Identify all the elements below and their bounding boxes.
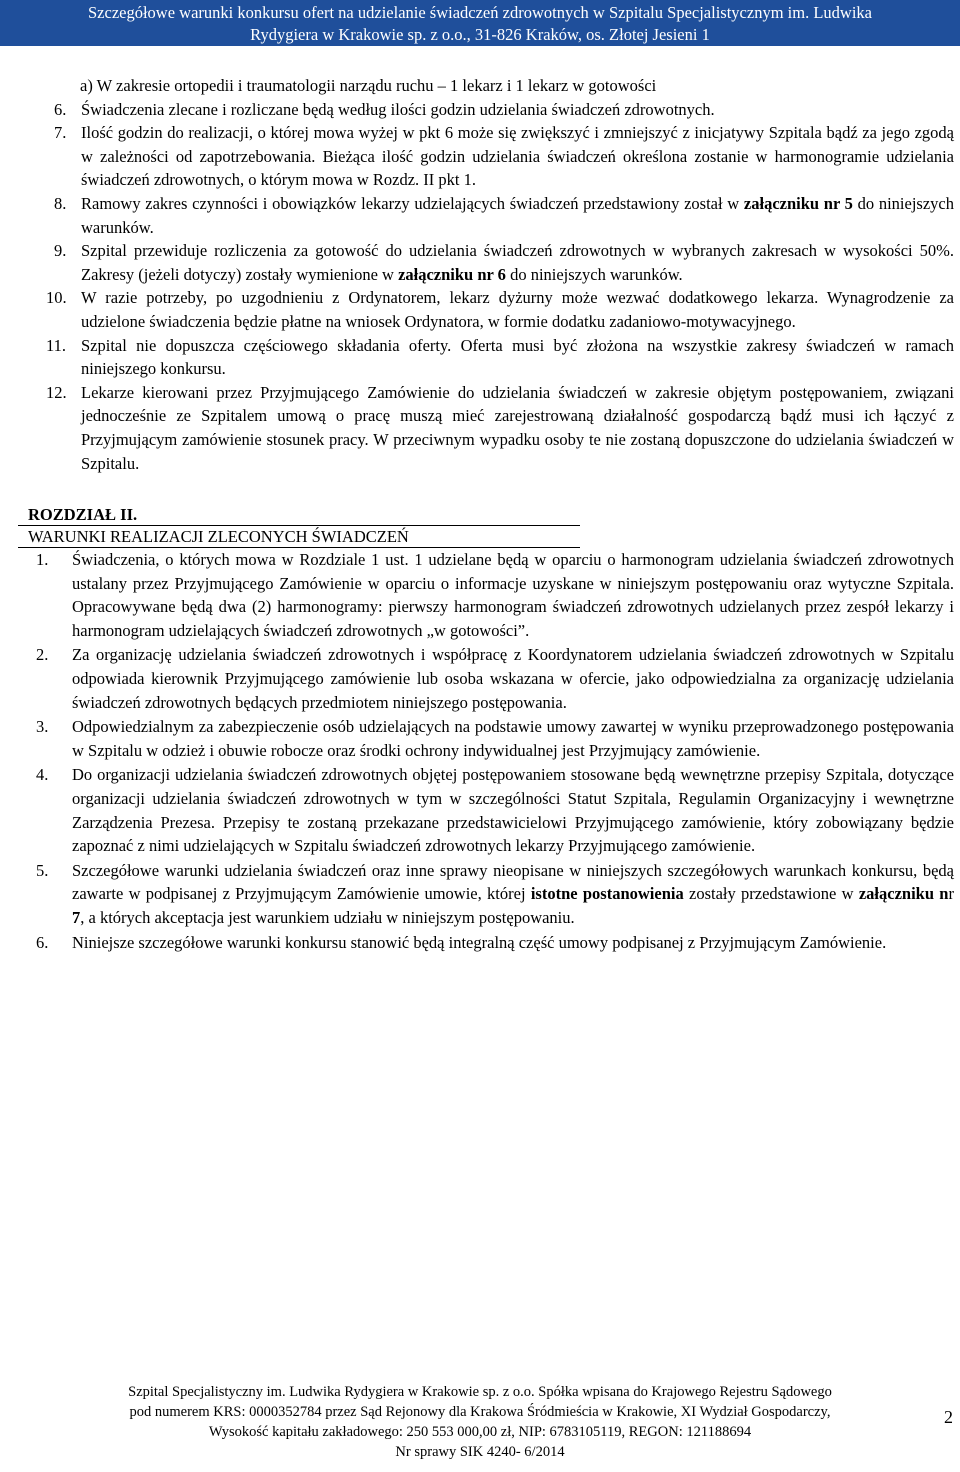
item-number: 10. bbox=[46, 288, 67, 308]
item-text: Świadczenia zlecane i rozliczane będą według ilości godzin udzielania świadczeń zdrowotnych. bbox=[81, 99, 715, 119]
list-item bbox=[28, 859, 954, 930]
item-text-part: Szczegółowe warunki udzielania świadczeń oraz inne sprawy nieopisane w niniejszych szczegółowych warunkach konkursu, będą zawarte w podpisanej z Przyjmującym Zamówienie umowie, której bbox=[72, 860, 954, 904]
list-item bbox=[28, 763, 954, 857]
list-item bbox=[28, 643, 954, 714]
header-line-2: Rydygiera w Krakowie sp. z o.o., 31-826 Kraków, os. Złotej Jesieni 1 bbox=[250, 25, 710, 44]
footer-line-4: Nr sprawy SIK 4240- 6/2014 bbox=[395, 1444, 565, 1460]
item-text: Ilość godzin do realizacji, o której mowa wyżej w pkt 6 może się zwiększyć i zmniejszyć z inicjatywy Szpitala bądź za jego zgodą w zależności od zapotrzebowania. Bieżąca ilość godzin udzielania świadczeń określona zostanie w harmonogramie udzielania świadczeń zdrowotnych, o którym mowa w Rozdz. II pkt 1. bbox=[81, 123, 954, 190]
item-text bbox=[81, 239, 954, 286]
chapter-title: WARUNKI REALIZACJI ZLECONYCH ŚWIADCZEŃ bbox=[18, 525, 580, 548]
page-footer bbox=[0, 1382, 960, 1462]
item-text: Lekarze kierowani przez Przyjmującego Zamówienie do udzielania świadczeń w zakresie objętym postępowaniem, związani jednocześnie ze Szpitalem umową o pracę muszą mieć zarejestrowaną działalność gospodarczą bądź musi ich łączyć z Przyjmującym zamówienie stosunek pracy. W przeciwnym wypadku osoby te nie zostaną dopuszczone do udzielania świadczeń w Szpitalu. bbox=[81, 382, 954, 473]
attachment-reference: załączniku nr 5 bbox=[743, 193, 853, 213]
item-text-part: r bbox=[948, 884, 954, 904]
document-body bbox=[28, 74, 954, 954]
item-number: 4. bbox=[36, 765, 49, 785]
item-text: Do organizacji udzielania świadczeń zdrowotnych objętej postępowaniem stosowane będą wewnętrzne przepisy Szpitala, dotyczące organizacji udzielania świadczeń zdrowotnych w tym w szczególności Statut Szpitala, Regulamin Organizacyjny i wewnętrzne Zarządzenia Prezesa. Przepisy te zostaną przekazane przedstawicielowi Przyjmującego zamówienie, który zobowiązany będzie zapoznać z nimi udzielających w Szpitalu świadczeń zdrowotnych lekarzy Przyjmującego zamówienie. bbox=[72, 765, 954, 856]
item-text: Niniejsze szczegółowe warunki konkursu stanowić będą integralną część umowy podpisanej z Przyjmującym Zamówienie. bbox=[72, 932, 887, 952]
list-item bbox=[28, 98, 954, 122]
list-item bbox=[28, 286, 954, 333]
section1-list bbox=[28, 98, 954, 476]
subpoint-a bbox=[28, 74, 954, 98]
page-number: 2 bbox=[944, 1407, 953, 1427]
list-item bbox=[28, 931, 954, 955]
attachment-reference: załączniku nr 6 bbox=[398, 264, 506, 284]
item-text bbox=[81, 192, 954, 239]
item-text: Szpital nie dopuszcza częściowego składania oferty. Oferta musi być złożona na wszystkie zakresy świadczeń w ramach niniejszego konkursu. bbox=[81, 335, 954, 379]
item-number: 12. bbox=[46, 382, 67, 402]
section2-list bbox=[28, 548, 954, 954]
item-text-part: do niniejszych warunków. bbox=[81, 193, 954, 237]
footer-line-3: Wysokość kapitału zakładowego: 250 553 000,00 zł, NIP: 6783105119, REGON: 121188694 bbox=[208, 1424, 752, 1440]
page-header bbox=[0, 0, 960, 46]
item-text bbox=[72, 859, 954, 930]
item-number: 6. bbox=[36, 932, 49, 952]
item-number: 3. bbox=[36, 717, 49, 737]
item-text-part: , a których akceptacja jest warunkiem udziału w niniejszym postępowaniu. bbox=[80, 908, 575, 927]
item-text-part: do niniejszych warunków. bbox=[505, 264, 683, 284]
list-item bbox=[28, 548, 954, 642]
chapter-label: ROZDZIAŁ II. bbox=[28, 505, 138, 525]
item-number: 9. bbox=[54, 241, 67, 261]
item-text-part: Ramowy zakres czynności i obowiązków lekarzy udzielających świadczeń przedstawiony został w bbox=[81, 193, 744, 213]
bold-phrase: istotne postanowienia bbox=[530, 884, 684, 904]
item-number: 1. bbox=[36, 550, 49, 570]
item-number: 11. bbox=[46, 335, 67, 355]
footer-line-2: pod numerem KRS: 0000352784 przez Sąd Rejonowy dla Krakowa Śródmieścia w Krakowie, XI Wydział Gospodarczy, bbox=[129, 1404, 831, 1420]
subpoint-a-text: a) W zakresie ortopedii i traumatologii narządu ruchu – 1 lekarz i 1 lekarz w gotowości bbox=[80, 76, 657, 95]
item-number: 8. bbox=[54, 193, 67, 213]
list-item bbox=[28, 192, 954, 239]
list-item bbox=[28, 715, 954, 762]
item-text: W razie potrzeby, po uzgodnieniu z Ordynatorem, lekarz dyżurny może wezwać dodatkowego lekarza. Wynagrodzenie za udzielone świadczenia będzie płatne na wniosek Ordynatora, w formie dodatku zadaniowo-motywacyjnego. bbox=[81, 288, 954, 331]
footer-line-1: Szpital Specjalistyczny im. Ludwika Rydygiera w Krakowie sp. z o.o. Spółka wpisana do Krajowego Rejestru Sądowego bbox=[128, 1384, 832, 1400]
item-text: Odpowiedzialnym za zabezpieczenie osób udzielających na podstawie umowy zawartej w wyniku przeprowadzonego postępowania w Szpitalu w odzież i obuwie robocze oraz środki ochrony indywidualnej jest Przyjmujący zamówienie. bbox=[72, 717, 954, 760]
attachment-number: 7 bbox=[72, 908, 81, 927]
item-text: Świadczenia, o których mowa w Rozdziale 1 ust. 1 udzielane będą w oparciu o harmonogram udzielania świadczeń zdrowotnych ustalany przez Przyjmującego Zamówienie w oparciu o informacje uzyskane w niniejszym postępowaniu oraz wytyczne Szpitala. Opracowywane będą dwa (2) harmonogramy: pierwszy harmonogram świadczeń zdrowotnych udzielanych przez zespół lekarzy i harmonogram udzielających świadczeń zdrowotnych „w gotowości”. bbox=[72, 550, 954, 640]
list-item bbox=[28, 121, 954, 192]
list-item bbox=[28, 381, 954, 475]
item-number: 6. bbox=[54, 99, 67, 119]
attachment-reference: załączniku n bbox=[858, 884, 949, 904]
item-text: Za organizację udzielania świadczeń zdrowotnych i współpracę z Koordynatorem udzielania świadczeń zdrowotnych w Szpitalu odpowiada kierownik Przyjmującego zamówienie lub osoba wskazana w ofercie, jako odpowiedzialna za organizację udzielania świadczeń zdrowotnych będących przedmiotem niniejszego postępowania. bbox=[72, 645, 954, 712]
item-text-part: Szpital przewiduje rozliczenia za gotowość do udzielania świadczeń zdrowotnych w wybranych zakresach w wysokości 50%. Zakresy (jeżeli dotyczy) zostały wymienione w bbox=[81, 241, 954, 284]
list-item bbox=[28, 334, 954, 381]
item-number: 5. bbox=[36, 860, 49, 880]
item-number: 2. bbox=[36, 645, 49, 665]
item-text-part: zostały przedstawione w bbox=[683, 884, 859, 904]
item-number: 7. bbox=[54, 123, 67, 143]
list-item bbox=[28, 239, 954, 286]
header-line-1: Szczegółowe warunki konkursu ofert na udzielanie świadczeń zdrowotnych w Szpitalu Specjalistycznym im. Ludwika bbox=[88, 3, 872, 22]
